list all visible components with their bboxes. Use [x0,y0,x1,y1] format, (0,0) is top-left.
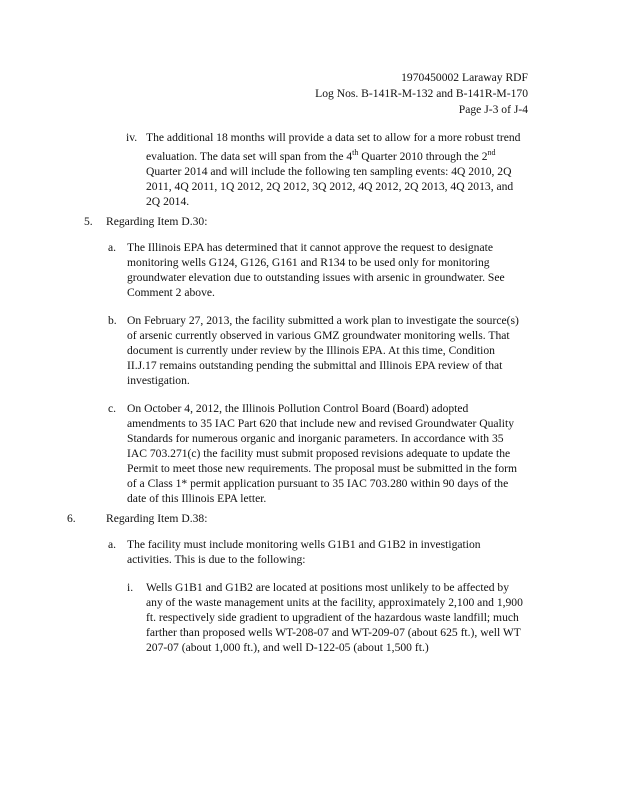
item-iv-line: Quarter 2014 and will include the following ten sampling events: 4Q 2010, 2Q [146,164,512,178]
section-6i-marker: i. [127,581,134,594]
section-5b-line: of arsenic currently observed in various GMZ groundwater monitoring wells. That [127,329,510,342]
section-5b-line: document is currently under review by the Illinois EPA. At this time, Condition [127,344,495,357]
item-iv-line: evaluation. The data set will span from the 4th Quarter 2010 through the 2nd [146,148,496,163]
page-header [315,70,528,118]
section-5a-line: groundwater elevation due to outstanding issues with arsenic in groundwater. See [127,271,505,284]
section-5c-line: date of this Illinois EPA letter. [127,492,267,505]
section-6i-line: any of the waste management units at the facility, approximately 2,100 and 1,900 [146,596,523,609]
section-6i-line: Wells G1B1 and G1B2 are located at positions most unlikely to be affected by [146,581,510,594]
section-6a-marker: a. [108,538,117,551]
section-6-marker: 6. [67,512,76,525]
section-6i-line: ft. respectively side gradient to upgradient of the hazardous waste landfill; much [146,611,519,624]
item-iv-text [146,130,536,209]
section-5b-marker: b. [108,314,117,327]
section-5c-line: amendments to 35 IAC Part 620 that include new and revised Groundwater Quality [127,417,515,430]
section-6a-line: activities. This is due to the following: [127,553,306,566]
section-6i-line: farther than proposed wells WT-208-07 and WT-209-07 (about 625 ft.), well WT [146,626,521,639]
section-6-title: Regarding Item D.38: [106,512,208,525]
item-iv-line: The additional 18 months will provide a data set to allow for a more robust trend [146,131,521,144]
item-iv-marker: iv. [126,131,138,144]
section-5a-line: monitoring wells G124, G126, G161 and R134 to be used only for monitoring [127,256,490,269]
section-5b-line: investigation. [127,374,190,387]
section-6i-text [146,580,523,655]
log-numbers-line: Log Nos. B-141R-M-132 and B-141R-M-170 [315,87,528,100]
section-5c-marker: c. [108,402,117,415]
facility-id-line: 1970450002 Laraway RDF [401,71,528,84]
section-5c-text [127,401,517,506]
section-5c-line: Standards for numerous organic and inorganic parameters. In accordance with 35 [127,432,504,445]
section-5c-line: Permit to meet those new requirements. The proposal must be submitted in the form [127,462,518,475]
section-5a-line: The Illinois EPA has determined that it cannot approve the request to designate [127,241,493,254]
section-5a-text [127,240,505,300]
section-5a-line: Comment 2 above. [127,286,215,299]
section-5b-text [127,313,519,388]
page-number-line: Page J-3 of J-4 [458,103,528,116]
section-6a-line: The facility must include monitoring wells G1B1 and G1B2 in investigation [127,538,481,551]
section-5-marker: 5. [84,215,93,228]
section-5b-line: On February 27, 2013, the facility submitted a work plan to investigate the source(s) [127,314,519,327]
section-5-title: Regarding Item D.30: [106,215,208,228]
section-5a-marker: a. [108,241,117,254]
section-5c-line: On October 4, 2012, the Illinois Pollution Control Board (Board) adopted [127,402,469,415]
item-iv-line: 2011, 4Q 2011, 1Q 2012, 2Q 2012, 3Q 2012, 4Q 2012, 2Q 2013, 4Q 2013, and [146,179,514,193]
section-5b-line: II.J.17 remains outstanding pending the submittal and Illinois EPA review of that [127,359,503,372]
section-5c-line: IAC 703.271(c) the facility must submit proposed revisions adequate to update the [127,447,511,460]
section-5c-line: of a Class 1* permit application pursuant to 35 IAC 703.280 within 90 days of the [127,477,509,490]
item-iv-line: 2Q 2014. [146,194,190,208]
section-6i-line: 207-07 (about 1,000 ft.), and well D-122-05 (about 1,500 ft.) [146,641,429,654]
section-6a-text [127,537,481,567]
